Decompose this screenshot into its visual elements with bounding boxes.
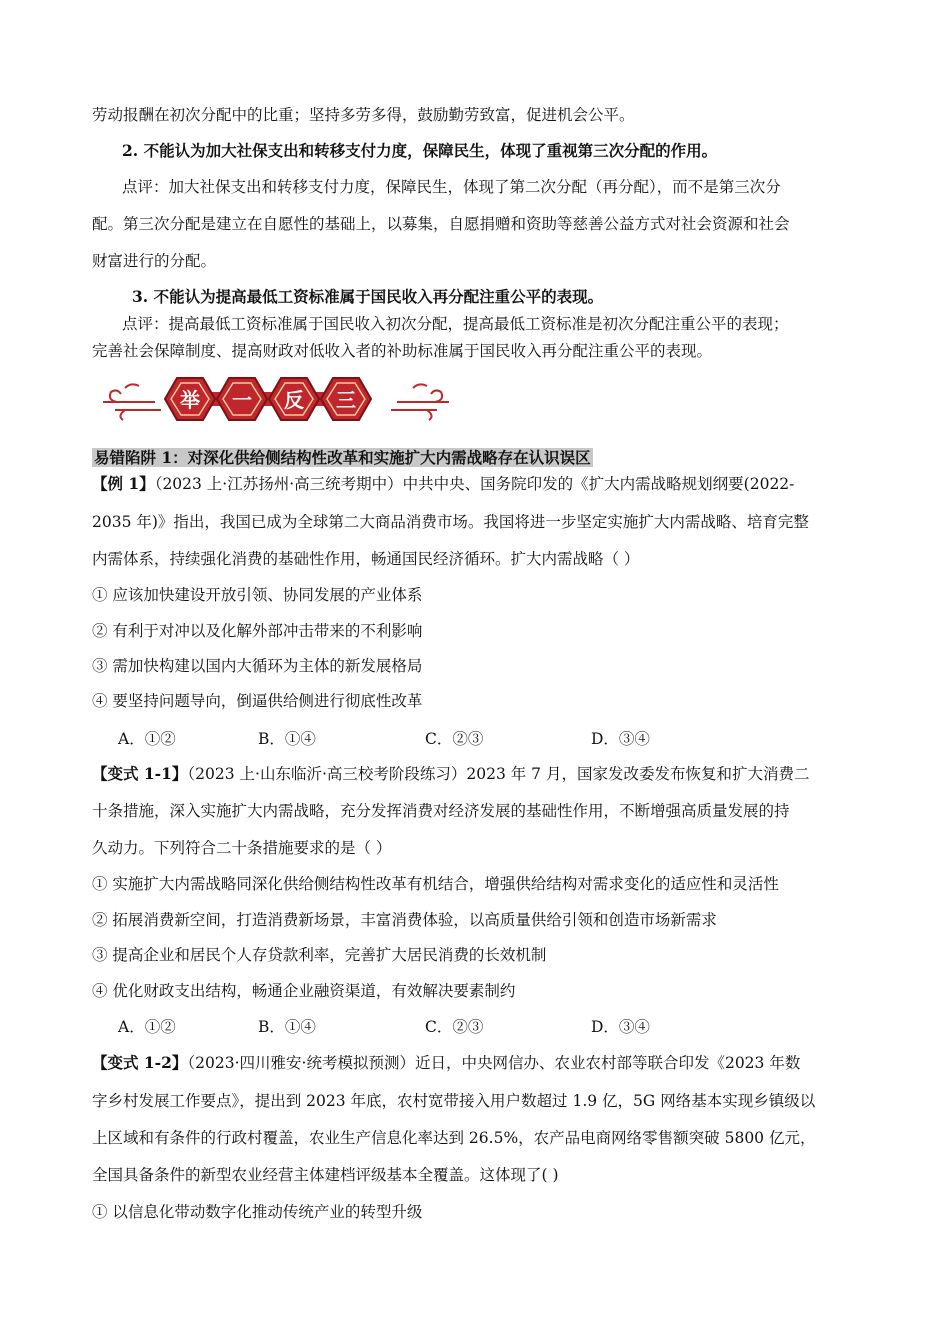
- choice-d[interactable]: D．③④: [591, 730, 650, 748]
- question-text: 上区域和有条件的行政村覆盖，农业生产信息化率达到 26.5%，农产品电商网络零售额突破 5800 亿元，: [92, 1129, 816, 1147]
- choice-a[interactable]: A．①②: [118, 1018, 176, 1036]
- option-statement: ④ 要坚持问题导向，倒逼供给侧进行彻底性改革: [92, 692, 423, 710]
- option-statement: ② 拓展消费新空间，打造消费新场景，丰富消费体验，以高质量供给引领和创造市场新需求: [92, 911, 717, 929]
- question-label: 【例 1】: [92, 474, 155, 493]
- option-statement: ④ 优化财政支出结构，畅通企业融资渠道，有效解决要素制约: [92, 982, 516, 1000]
- choice-d[interactable]: D．③④: [591, 1018, 650, 1036]
- choice-b[interactable]: B．①④: [258, 1018, 316, 1036]
- banner-char: 一: [232, 388, 252, 412]
- banner-left-ornament: [103, 384, 161, 420]
- comment-text: 财富进行的分配。: [92, 252, 217, 270]
- question-text: （2023 上·江苏扬州·高三统考期中）中共中央、国务院印发的《扩大内需战略规划纲要(2022-: [154, 475, 795, 493]
- option-statement: ② 有利于对冲以及化解外部冲击带来的不利影响: [92, 622, 423, 640]
- question-label: 【变式 1-2】: [92, 1053, 188, 1072]
- point-heading: 3. 不能认为提高最低工资标准属于国民收入再分配注重公平的表现。: [132, 287, 604, 306]
- banner-right-ornament: [391, 384, 449, 420]
- question-text: 2035 年)》指出，我国已成为全球第二大商品消费市场。我国将进一步坚定实施扩大内需战略、培育完整: [92, 513, 809, 531]
- banner-char: 举: [180, 388, 200, 412]
- question-stem: [92, 763, 809, 785]
- point-heading: 2. 不能认为加大社保支出和转移支付力度，保障民生，体现了重视第三次分配的作用。: [122, 141, 718, 160]
- comment-text: 点评：提高最低工资标准属于国民收入初次分配，提高最低工资标准是初次分配注重公平的表现；: [122, 315, 789, 333]
- trap-title-text: 易错陷阱 1：对深化供给侧结构性改革和实施扩大内需战略存在认识误区: [94, 448, 591, 467]
- choice-b[interactable]: B．①④: [258, 730, 316, 748]
- option-statement: ③ 提高企业和居民个人存贷款利率，完善扩大居民消费的长效机制: [92, 946, 547, 964]
- choice-a[interactable]: A．①②: [118, 730, 176, 748]
- question-text: 十条措施，深入实施扩大内需战略，充分发挥消费对经济发展的基础性作用，不断增强高质量发展的持: [92, 802, 790, 820]
- comment-text: 点评：加大社保支出和转移支付力度，保障民生，体现了第二次分配（再分配），而不是第三次分: [122, 178, 781, 196]
- option-statement: ① 实施扩大内需战略同深化供给侧结构性改革有机结合，增强供给结构对需求变化的适应性和灵活性: [92, 875, 779, 893]
- paragraph-text: 劳动报酬在初次分配中的比重；坚持多劳多得，鼓励勤劳致富，促进机会公平。: [92, 106, 635, 124]
- banner-char: 反: [284, 388, 304, 412]
- question-text: （2023·四川雅安·统考模拟预测）近日，中央网信办、农业农村部等联合印发《2023 年数: [187, 1054, 801, 1072]
- comment-text: 配。第三次分配是建立在自愿性的基础上，以募集，自愿捐赠和资助等慈善公益方式对社会资源和社会: [92, 215, 790, 233]
- question-label: 【变式 1-1】: [92, 764, 188, 783]
- banner-char: 三: [336, 388, 356, 412]
- choice-c[interactable]: C．②③: [425, 730, 484, 748]
- question-text: 内需体系，持续强化消费的基础性作用，畅通国民经济循环。扩大内需战略（ ）: [92, 550, 640, 568]
- question-text: 全国具备条件的新型农业经营主体建档评级基本全覆盖。这体现了( ): [92, 1166, 559, 1184]
- question-text: 久动力。下列符合二十条措施要求的是（ ）: [92, 839, 392, 857]
- comment-text: 完善社会保障制度、提高财政对低收入者的补助标准属于国民收入再分配注重公平的表现。: [92, 342, 713, 360]
- trap-title: [92, 447, 593, 469]
- question-stem: [92, 473, 794, 495]
- section-banner: [95, 374, 457, 424]
- option-statement: ① 应该加快建设开放引领、协同发展的产业体系: [92, 586, 423, 604]
- question-text: （2023 上·山东临沂·高三校考阶段练习）2023 年 7 月，国家发改委发布恢复和扩大消费二: [187, 765, 810, 783]
- question-text: 字乡村发展工作要点》，提出到 2023 年底，农村宽带接入用户数超过 1.9 亿，5G 网络基本实现乡镇级以: [92, 1092, 816, 1110]
- choice-c[interactable]: C．②③: [425, 1018, 484, 1036]
- option-statement: ③ 需加快构建以国内大循环为主体的新发展格局: [92, 657, 423, 675]
- option-statement: ① 以信息化带动数字化推动传统产业的转型升级: [92, 1203, 423, 1221]
- question-stem: [92, 1052, 800, 1074]
